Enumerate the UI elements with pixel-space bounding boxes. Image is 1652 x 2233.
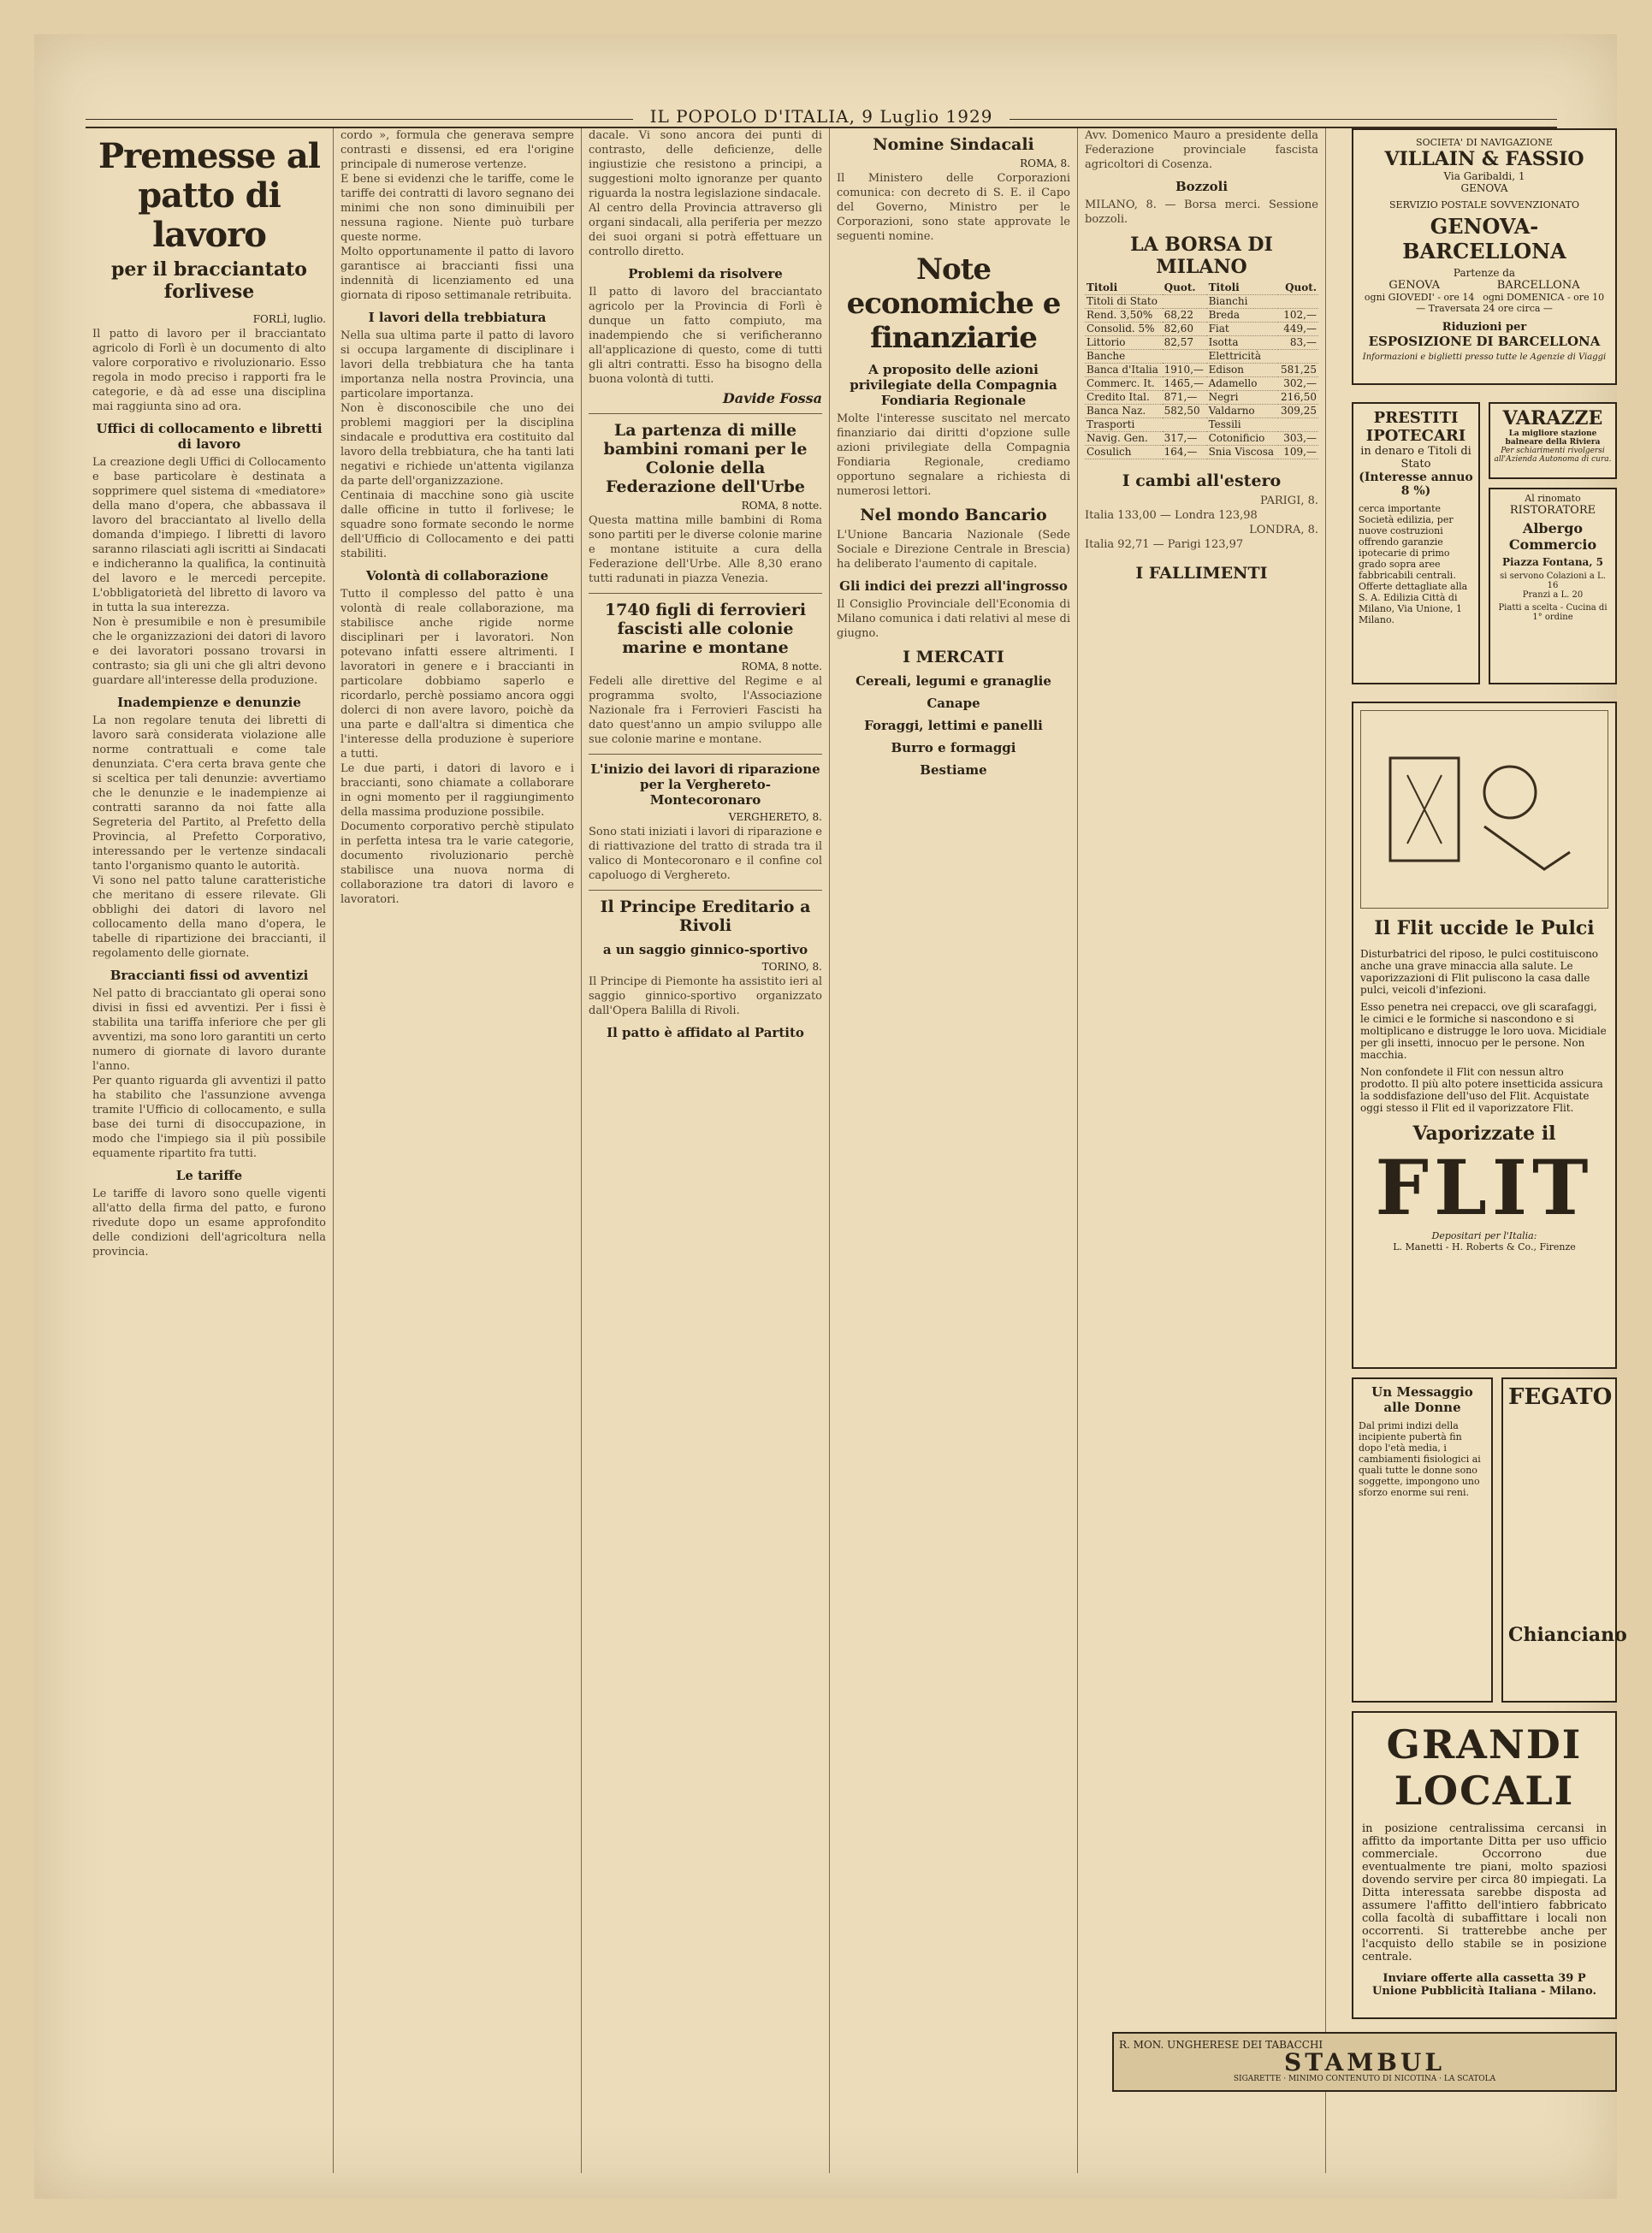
ad-villain-fassio [1352,128,1617,385]
column-1 [86,128,334,2173]
cambi-line: Italia 92,71 — Parigi 123,97 [1085,538,1244,551]
column-4 [830,128,1078,2173]
ad-line: ogni GIOVEDI' - ore 14 [1364,292,1475,303]
headline-premesse: Premesse al patto di lavoro [98,136,320,255]
table-cell: 216,50 [1278,391,1318,405]
article-body: Questa mattina mille bambini di Roma sono partiti per le diverse colonie marine e montane istituite a cura della Federazione dell'Urbe. Alle 8,30 erano tutti radunati in piazza Venezia. [589,514,822,585]
section-heading: Inadempienze e denunzie [117,695,301,710]
ad-varazze [1489,402,1617,479]
table-row [1085,309,1318,323]
ad-flit [1352,702,1617,1369]
article-body: Le tariffe di lavoro sono quelle vigenti all'atto della firma del patto, e furono rivedute dopo un esame approfondito delle condizioni dell'agricoltura nella provincia. [92,1188,326,1259]
ad-line: Informazioni e biglietti presso tutte le Agenzie di Viaggi [1362,352,1607,362]
section-heading: LA BORSA DI MILANO [1130,234,1273,278]
ad-line: Per schiarimenti rivolgersi all'Azienda Autonoma di cura. [1494,447,1612,464]
table-cell [1278,295,1318,309]
ad-line: GENOVA-BARCELLONA [1402,214,1566,264]
dateline: ROMA, 8. [1020,157,1070,169]
ad-line: GENOVA [1460,182,1508,194]
ad-departure-row [1360,279,1608,292]
section-heading: Nel mondo Bancario [860,506,1047,524]
dateline: VERGHERETO, 8. [728,811,822,823]
ad-line: Disturbatrici del riposo, le pulci costituiscono anche una grave minaccia alla salute. Le vaporizzazioni di Flit puliscono la casa dalle pulci, veicoli d'infezioni. [1360,948,1599,996]
table-row [1085,432,1318,446]
table-row [1085,364,1318,377]
section-heading: Burro e formaggi [891,740,1016,755]
table-cell: Banca Naz. [1085,405,1163,418]
ad-line: Partenze da [1453,267,1516,279]
article-body: Il Ministero delle Corporazioni comunica: con decreto di S. E. il Capo del Governo, Ministro per le Corporazioni, sono state approvate le seguenti nomine. [837,172,1070,243]
section-heading: Bozzoli [1175,179,1229,194]
article-body: Tutto il complesso del patto è una volontà di reale collaborazione, ma stabilisce anche rigide norme disciplinari per i lavoratori. Non potevano infatti essere altrimenti. I lavoratori in genere e i braccianti in particolare dobbiamo saperlo e ricordarlo, perchè possiamo ancora oggi dolerci di non avere lavoro, poichè da una parte e dall'altra si dimentica che l'interesse della produzione è superiore a tutti. Le due parti, i datori di lavoro e i braccianti, sono chiamate a collaborare in ogni momento per il raggiungimento della massima produzione possibile. Documento corporativo perchè stipulato in perfetta intesa tra le varie categorie, documento rivoluzionario perchè stabilisce una nuova norma di collaborazione tra datori di lavoro e lavoratori. [340,588,574,906]
table-cell: Titoli di Stato [1085,295,1163,309]
borsa-table [1085,281,1318,459]
table-row [1085,446,1318,459]
ad-line: La migliore stazione balneare della Riviera [1505,429,1601,447]
table-header: Titoli [1207,281,1278,295]
ad-departure-row [1360,292,1608,303]
article-body: Nella sua ultima parte il patto di lavoro si occupa largamente di disciplinare i lavori della trebbiatura che ha tanta importanza nella nostra Provincia, una particolare importanza. Non è disconoscibile che uno dei problemi maggiori per la disciplina sindacale e produttiva era costituito dal lavoro della trebbiatura, che ha tanti lati negativi e richiede un'attenta vigilanza da parte dell'organizzazione. Centinaia di macchine sono già uscite dalle officine in tutto il forlivese; le squadre sono formate secondo le norme dell'Ufficio di Collocamento e dei patti stabiliti. [340,329,574,560]
ad-line: — Traversata 24 ore circa — [1416,303,1553,314]
dateline: FORLÌ, luglio. [252,313,326,325]
dateline: TORINO, 8. [761,961,822,973]
ad-line: in posizione centralissima cercansi in affitto da importante Ditta per uso ufficio commerciale. Occorrono due eventualmente tre piani, molto spaziosi dovendo servire per circa 80 impiegati. La Ditta interessata sarebbe disposta ad assumere l'affitto dell'intiero fabbricato colla facoltà di subaffittare i locali non occorrenti. Si tratterebbe anche per l'acquisto dello stabile se in posizione centrale. [1362,1822,1607,1964]
article-body: Avv. Domenico Mauro a presidente della Federazione provinciale fascista agricoltori di Cosenza. [1085,129,1318,171]
table-cell: Credito Ital. [1085,391,1163,405]
ad-line: GENOVA [1389,279,1440,292]
ad-line: SIGARETTE · MINIMO CONTENUTO DI NICOTINA · LA SCATOLA [1233,2075,1496,2083]
table-cell: Fiat [1207,323,1278,336]
section-heading: I cambi all'estero [1122,471,1282,490]
section-heading: I lavori della trebbiatura [368,310,547,325]
table-cell: 102,— [1278,309,1318,323]
ad-line: Inviare offerte alla cassetta 39 P Unione Pubblicità Italiana - Milano. [1372,1972,1596,1998]
dateline: ROMA, 8 notte. [741,660,822,672]
table-cell: Bianchi [1207,295,1278,309]
article-headline: L'inizio dei lavori di riparazione per la Verghereto-Montecoronaro [590,761,820,808]
table-row [1085,323,1318,336]
column-3 [582,128,830,2173]
table-header-row [1085,281,1318,295]
article-body: Molte l'interesse suscitato nel mercato finanziario dai diritti d'opzione sulle azioni privilegiate della Compagnia Fondiaria Regionale, crediamo opportuno segnalare a richiesta di numerosi lettori. [837,412,1070,498]
table-row [1085,391,1318,405]
section-heading: Uffici di collocamento e libretti di lavoro [96,421,323,452]
ad-line: Pranzi a L. 20 [1522,590,1584,600]
flit-logo: FLIT [1375,1143,1594,1232]
ad-line: STAMBUL [1283,2048,1445,2076]
table-cell: Elettricità [1207,350,1278,364]
section-heading: Gli indici dei prezzi all'ingrosso [839,578,1068,594]
ad-line: Esso penetra nei crepacci, ove gli scarafaggi, le cimici e le formiche si nascondono e si moltiplicano e distrugge le loro uova. Micidiale per gli insetti, innocuo per le persone. Non macchia. [1360,1001,1607,1061]
flit-illustration-icon [1373,724,1596,895]
ad-line: si servono Colazioni a L. 16 [1500,572,1606,590]
table-cell: 1465,— [1163,377,1207,391]
section-subheading: Cereali, legumi e granaglie [856,673,1051,689]
section-heading: I MERCATI [903,648,1004,666]
article-body: Il patto di lavoro per il bracciantato agricolo di Forlì è un documento di alto valore corporativo e rivoluzionario. Esso regola in modo preciso i rapporti fra le categorie, e dà ad esse una disciplina mai raggiunta sino ad ora. [92,328,326,413]
ad-line: RISTORATORE [1509,504,1596,517]
rule [589,890,822,891]
table-cell: Littorio [1085,336,1163,350]
table-cell: Snia Viscosa [1207,446,1278,459]
section-heading: Canape [927,696,980,711]
article-headline: 1740 figli di ferrovieri fascisti alle colonie marine e montane [604,601,807,657]
table-row [1085,418,1318,432]
ad-line: BARCELLONA [1496,279,1580,292]
article-body: dacale. Vi sono ancora dei punti di contrasto, delle deficienze, delle ingiustizie che resistono a principi, a suggestioni molto ignoranze per quanto riguarda la nostra legislazione sindacale. Al centro della Provincia attraverso gli organi sindacali, alla periferia per mezzo dei suoi organi si potrà effettuare un controllo diretto. [589,129,822,258]
ad-stambul [1112,2032,1617,2092]
ad-line: VILLAIN & FASSIO [1384,148,1584,170]
article-body: L'Unione Bancaria Nazionale (Sede Sociale e Direzione Centrale in Brescia) ha deliberato l'aumento di capitale. [837,529,1070,571]
ad-line: (Interesse annuo 8 %) [1359,471,1473,498]
table-cell: 68,22 [1163,309,1207,323]
table-cell: Negri [1207,391,1278,405]
ad-line: ogni DOMENICA - ore 10 [1483,292,1605,303]
ad-line: Al rinomato [1525,493,1581,504]
ad-line: Via Garibaldi, 1 [1443,170,1525,182]
subheadline-bracciantato: per il bracciantato forlivese [111,258,307,303]
ad-line: Riduzioni per [1442,321,1527,334]
ad-line: ESPOSIZIONE DI BARCELLONA [1368,334,1601,349]
table-row [1085,350,1318,364]
table-cell: Banca d'Italia [1085,364,1163,377]
table-cell [1278,350,1318,364]
article-body: MILANO, 8. — Borsa merci. Sessione bozzoli. [1085,198,1318,226]
ad-line: SERVIZIO POSTALE SOVVENZIONATO [1389,199,1579,210]
table-cell: Commerc. It. [1085,377,1163,391]
table-row [1085,336,1318,350]
section-heading: Volontà di collaborazione [365,568,549,583]
table-cell: Isotta [1207,336,1278,350]
ad-line: Depositari per l'Italia: [1431,1230,1537,1241]
table-cell: Edison [1207,364,1278,377]
ad-line: Un Messaggio alle Donne [1371,1384,1473,1415]
table-cell: 309,25 [1278,405,1318,418]
table-header: Titoli [1085,281,1163,295]
table-cell: Tessili [1207,418,1278,432]
ad-line: R. MON. UNGHERESE DEI TABACCHI [1119,2039,1323,2051]
table-cell: 582,50 [1163,405,1207,418]
table-cell: 303,— [1278,432,1318,446]
table-header: Quot. [1278,281,1318,295]
ad-line: GRANDI LOCALI [1386,1721,1583,1814]
table-cell: 82,60 [1163,323,1207,336]
table-cell: Cotonificio [1207,432,1278,446]
rule [589,754,822,755]
column-2 [334,128,582,2173]
article-headline: Nomine Sindacali [873,135,1034,154]
ad-albergo-commercio [1489,488,1617,684]
article-headline: Il Principe Ereditario a Rivoli [600,897,811,935]
section-heading: Le tariffe [175,1168,243,1183]
table-cell: 871,— [1163,391,1207,405]
article-body: La non regolare tenuta dei libretti di lavoro sarà considerata violazione alle norme contrattuali e come tale denunziata. C'era certa brava gente che si sceltica per tali denunzie: avvertiamo che le denunzie e le inadempienze ai contratti saranno da noi fatte alla Segreteria del Partito, al Prefetto della Provincia, al Prefetto Corporativo, interessando per le vertenze sindacali tanto l'organismo quanto le autorità. Vi sono nel patto talune caratteristiche che meritano di essere rilevate. Gli obblighi dei datori di lavoro nel collocamento della mano d'opera, le tabelle di ripartizione dei braccianti, il regolamento delle giornate. [92,714,326,960]
article-body: Il Consiglio Provinciale dell'Economia di Milano comunica i dati relativi al mese di giugno. [837,598,1070,640]
article-body: Fedeli alle direttive del Regime e al programma svolto, l'Associazione Nazionale fra i Ferrovieri Fascisti ha dato quest'anno un ampio sviluppo alle sue colonie marine e montane. [589,675,822,746]
ad-messaggio-donne [1352,1377,1493,1703]
section-heading: Bestiame [920,762,987,778]
section-heading: Braccianti fissi od avventizi [110,968,309,983]
masthead-title: IL POPOLO D'ITALIA, 9 Luglio 1929 [649,106,993,127]
section-heading: Foraggi, lettimi e panelli [864,718,1043,733]
article-body: Il Principe di Piemonte ha assistito ieri al saggio ginnico-sportivo organizzato dall'Opera Balilla di Rivoli. [589,975,822,1017]
table-cell: 82,57 [1163,336,1207,350]
table-cell: 1910,— [1163,364,1207,377]
ad-line: Piazza Fontana, 5 [1501,556,1604,568]
table-cell: Consolid. 5% [1085,323,1163,336]
masthead [86,103,1557,128]
ad-line: in denaro e Titoli di Stato [1360,445,1471,471]
table-cell: Trasporti [1085,418,1163,432]
table-cell [1278,418,1318,432]
table-cell: 109,— [1278,446,1318,459]
ad-line: cerca importante Società edilizia, per nuove costruzioni offrendo garanzie ipotecarie di primo grado sopra aree fabbricabili centrali. Offerte dettagliate alla S. A. Edilizia Città di Milano, Via Unione, 1 Milano. [1359,503,1468,625]
article-subheadline: a un saggio ginnico-sportivo [602,942,808,957]
ad-line: Chianciano [1508,1624,1627,1646]
ad-line: Non confondete il Flit con nessun altro prodotto. Il più alto potere insetticida assicura la soddisfazione dell'uso del Flit. Acquistate oggi stesso il Flit ed il vaporizzatore Flit. [1360,1066,1603,1114]
article-body: Il patto di lavoro del bracciantato agricolo per la Provincia di Forlì è dunque un fatto compiuto, ma inadempiendo che si verificheranno all'applicazione di questo, come di tutti gli altri contratti. Esso ha bisogno della buona volontà di tutti. [589,286,822,386]
table-cell: Cosulich [1085,446,1163,459]
table-cell [1163,295,1207,309]
ad-line: FEGATO [1508,1384,1613,1410]
ad-line: SOCIETA' DI NAVIGAZIONE [1416,137,1553,148]
article-body: Nel patto di bracciantato gli operai sono divisi in fissi ed avventizi. Per i fissi è stabilita una tariffa inferiore che per gli avventizi, ma sono loro garantiti un certo numero di giornate di lavoro durante l'anno. Per quanto riguarda gli avventizi il patto ha stabilito che l'assunzione avvenga tramite l'Ufficio di collocamento, e sulla base dei turni di disoccupazione, in modo che l'impiego sia il più possibile equamente ripartito fra tutti. [92,987,326,1160]
ad-line: Vaporizzate il [1412,1122,1556,1145]
table-cell [1163,418,1207,432]
table-cell: 302,— [1278,377,1318,391]
ad-grandi-locali [1352,1711,1617,2019]
rule [589,413,822,414]
article-headline: A proposito delle azioni privilegiate della Compagnia Fondiaria Regionale [850,362,1057,408]
masthead-rule-left [86,119,633,120]
table-cell: 83,— [1278,336,1318,350]
ad-line: Il Flit uccide le Pulci [1374,917,1595,939]
rule [589,593,822,594]
section-heading: I FALLIMENTI [1135,564,1268,583]
dateline: ROMA, 8 notte. [741,500,822,512]
table-cell: Banche [1085,350,1163,364]
ad-line: VARAZZE [1502,407,1603,429]
ad-line: PRESTITI IPOTECARI [1365,409,1466,445]
table-cell: Rend. 3,50% [1085,309,1163,323]
article-body: La creazione degli Uffici di Collocamento e base particolare è destinata a sopprimere quel sistema di «mediatore» della mano d'opera, che abbassava il lavoro del bracciantato al livello della domanda d'impiego. I libretti di lavoro saranno rilasciati agli iscritti ai Sindacati e indicheranno la qualifica, la continuità del lavoro e le mercedi percepite. L'obbligatorietà del libretto di lavoro va in tutta la sua interezza. Non è presumibile e non è presumibile che le organizzazioni dei datori di lavoro e dei lavoratori possano trovarsi in contrasto; sia gli uni che gli altri devono guardare all'interesse della produzione. [92,456,326,687]
table-cell: Adamello [1207,377,1278,391]
ad-line: Albergo Commercio [1508,520,1597,553]
table-row [1085,295,1318,309]
table-cell: 581,25 [1278,364,1318,377]
cambi-line: LONDRA, 8. [1249,524,1318,536]
ad-prestiti-ipotecari [1352,402,1480,684]
table-header: Quot. [1163,281,1207,295]
table-cell: Valdarno [1207,405,1278,418]
article-body: Sono stati iniziati i lavori di riparazione e di riattivazione del tratto di strada tra il valico di Montecoronaro e il confine col capoluogo di Verghereto. [589,826,822,882]
ad-line: Piatti a scelta - Cucina di 1° ordine [1498,603,1608,622]
table-cell [1163,350,1207,364]
ad-line: Dal primi indizi della incipiente pubertà fin dopo l'età media, i cambiamenti fisiologici ai quali tutte le donne sono soggette, impongono uno sforzo enorme sui reni. [1359,1420,1481,1498]
borsa-table-body [1085,295,1318,459]
ad-line: L. Manetti - H. Roberts & Co., Firenze [1393,1241,1576,1253]
table-row [1085,405,1318,418]
cambi-line: PARIGI, 8. [1259,495,1318,507]
table-cell: 317,— [1163,432,1207,446]
section-heading: Il patto è affidato al Partito [607,1025,804,1040]
table-cell: Navig. Gen. [1085,432,1163,446]
cambi-line: Italia 133,00 — Londra 123,98 [1085,509,1258,522]
ad-fegato-chianciano [1501,1377,1627,1703]
column-5 [1078,128,1326,2173]
table-row [1085,377,1318,391]
table-cell: 164,— [1163,446,1207,459]
byline: Davide Fossa [722,390,822,406]
table-cell: 449,— [1278,323,1318,336]
headline-note-economiche: Note economiche e finanziarie [846,252,1061,355]
table-cell: Breda [1207,309,1278,323]
cambi-lines [1085,494,1318,552]
article-headline: La partenza di mille bambini romani per le Colonie della Federazione dell'Urbe [603,421,808,496]
flit-illustration [1360,710,1608,909]
article-body: cordo », formula che generava sempre contrasti e dissensi, ed era l'origine principale di numerose vertenze. E bene si evidenzi che le tariffe, come le tariffe dei contratti di lavoro segnano dei minimi che non sono diminuibili per nessuna ragione. Niente può turbare queste norme. Molto opportunamente il patto di lavoro garantisce ai braccianti fissi una indennità di licenziamento ed una giornata di riposo settimanale retribuita. [340,129,574,302]
section-heading: Problemi da risolvere [628,266,783,281]
masthead-rule-right [1010,119,1557,120]
